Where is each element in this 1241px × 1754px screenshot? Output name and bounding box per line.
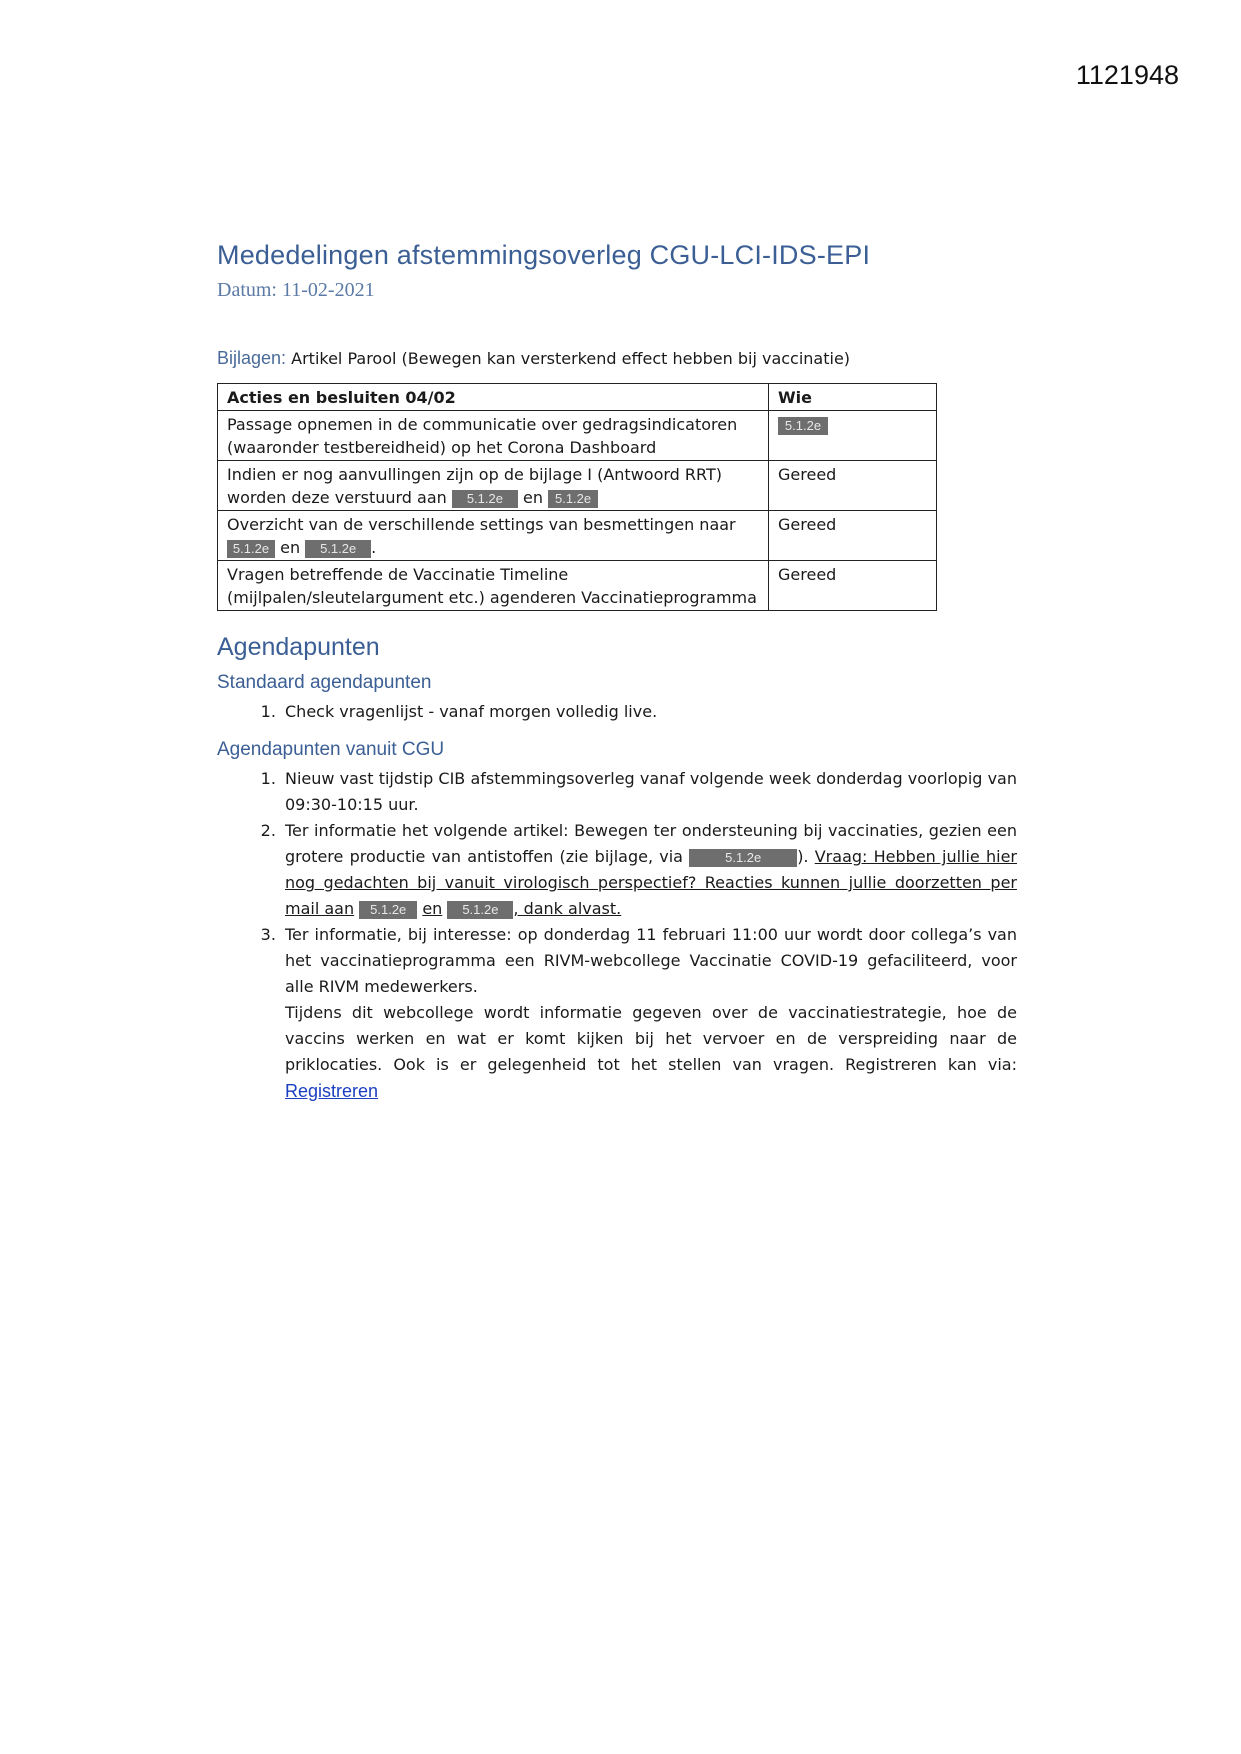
action-cell: Passage opnemen in de communicatie over gedragsindicatoren (waaronder testbereidheid) op het Corona Dashboard xyxy=(218,411,769,461)
action-text: . xyxy=(371,538,377,557)
redaction-box: 5.1.2e xyxy=(689,849,797,867)
table-row xyxy=(218,561,937,611)
list-item xyxy=(281,818,1017,922)
redaction-box: 5.1.2e xyxy=(447,901,513,919)
action-text: Indien er nog aanvullingen zijn op de bijlage I (Antwoord RRT) worden deze verstuurd aan xyxy=(227,465,722,507)
redaction-box: 5.1.2e xyxy=(359,901,417,919)
action-text: en xyxy=(522,488,543,507)
table-row xyxy=(218,411,937,461)
document-number: 1121948 xyxy=(1075,60,1179,90)
attachments-text: Artikel Parool (Bewegen kan versterkend effect hebben bij vaccinatie) xyxy=(291,349,851,368)
agenda-heading: Agendapunten xyxy=(217,633,380,661)
action-text: en xyxy=(280,538,301,557)
redaction-box: 5.1.2e xyxy=(227,540,275,558)
list-item: 1. Nieuw vast tijdstip CIB afstemmingsoverleg vanaf volgende week donderdag voorlopig van 09:30-10:15 uur. xyxy=(281,766,1017,818)
item-text: Tijdens dit webcollege wordt informatie gegeven over de vaccinatiestrategie, hoe de vaccins werken en wat er komt kijken bij het vervoer en de verspreiding naar de priklocaties. Ook is er gelegenheid tot het stellen van vragen. Registreren kan via: xyxy=(285,1003,1017,1074)
item-text: ). xyxy=(797,847,809,866)
item-question: Vraag: Hebben jullie hier nog gedachten bij vanuit virologisch perspectief? Reacties kunnen jullie doorzetten per mail aan xyxy=(285,847,1017,918)
list-item: 1. Check vragenlijst - vanaf morgen volledig live. xyxy=(281,699,1017,725)
table-row xyxy=(218,511,937,561)
document-body xyxy=(217,240,1017,1105)
item-text: , dank alvast. xyxy=(513,899,622,918)
redaction-box: 5.1.2e xyxy=(548,490,598,508)
who-cell: Gereed xyxy=(769,511,937,561)
meeting-date: Datum: 11-02-2021 xyxy=(217,279,375,301)
standard-agenda-heading: Standaard agendapunten xyxy=(217,672,432,693)
actions-table xyxy=(217,383,937,611)
who-cell xyxy=(769,411,937,461)
cgu-agenda-heading: Agendapunten vanuit CGU xyxy=(217,739,445,760)
table-header-row xyxy=(218,384,937,411)
document-title: Mededelingen afstemmingsoverleg CGU-LCI-IDS-EPI xyxy=(217,240,871,270)
action-text: Overzicht van de verschillende settings van besmettingen naar xyxy=(227,515,736,534)
redaction-box: 5.1.2e xyxy=(305,540,371,558)
who-cell: Gereed xyxy=(769,461,937,511)
standard-agenda-list xyxy=(217,699,1017,725)
attachments-line xyxy=(217,348,1017,369)
item-text: en xyxy=(422,899,443,918)
list-item xyxy=(281,922,1017,1105)
action-cell xyxy=(218,461,769,511)
header-who: Wie xyxy=(769,384,937,411)
cgu-agenda-list xyxy=(217,766,1017,1105)
item-text: Ter informatie het volgende artikel: Bewegen ter ondersteuning bij vaccinaties, gezien een grotere productie van antistoffen (zie bijlage, via xyxy=(285,821,1017,866)
redaction-box: 5.1.2e xyxy=(452,490,518,508)
who-cell: Gereed xyxy=(769,561,937,611)
table-row xyxy=(218,461,937,511)
action-cell xyxy=(218,511,769,561)
header-actions: Acties en besluiten 04/02 xyxy=(218,384,769,411)
action-cell: Vragen betreffende de Vaccinatie Timeline (mijlpalen/sleutelargument etc.) agenderen Vaccinatieprogramma xyxy=(218,561,769,611)
register-link[interactable]: Registreren xyxy=(285,1081,379,1101)
item-text: 3. Ter informatie, bij interesse: op donderdag 11 februari 11:00 uur wordt door collega’s van het vaccinatieprogramma een RIVM-webcollege Vaccinatie COVID-19 gefaciliteerd, voor alle RIVM medewerkers. xyxy=(285,925,1017,996)
attachments-label: Bijlagen: xyxy=(217,348,287,368)
redaction-box: 5.1.2e xyxy=(778,417,828,435)
